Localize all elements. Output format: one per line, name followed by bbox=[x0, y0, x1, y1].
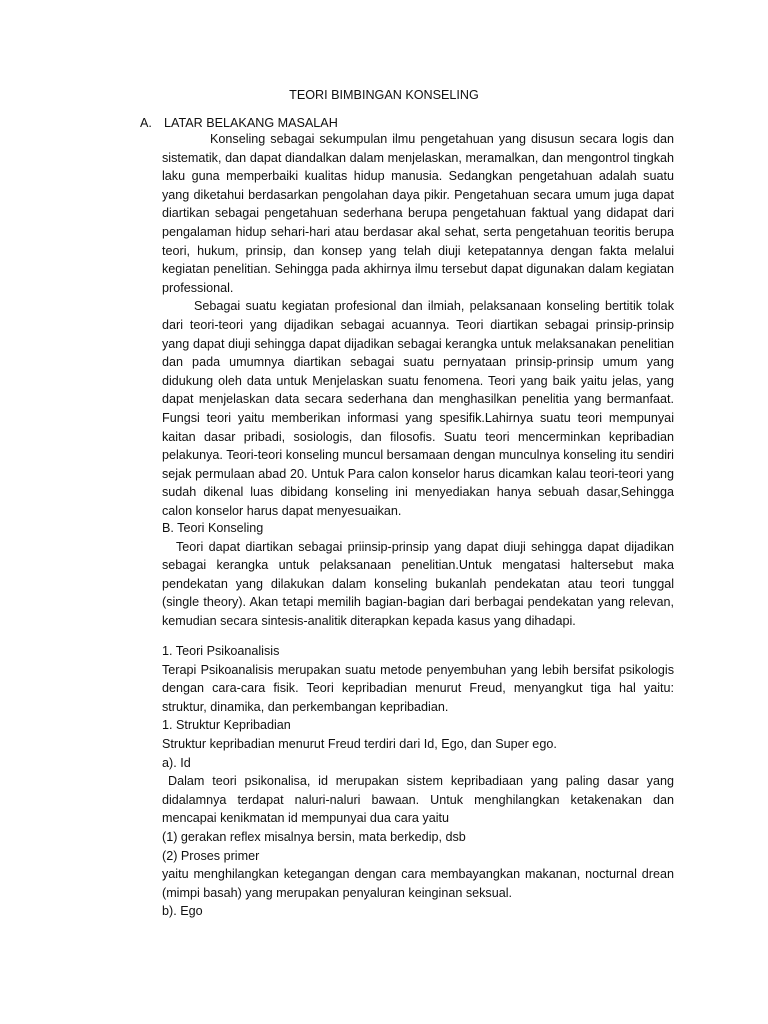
paragraph-psikoanalisis: Terapi Psikoanalisis merupakan suatu metode penyembuhan yang lebih bersifat psikologis dengan cara-cara fisik. Teori kepribadian menurut Freud, menyangkut tiga hal yaitu: struktur, dinamika, dan perkembangan kepribadian. bbox=[162, 662, 674, 714]
section-b-heading: B. Teori Konseling bbox=[162, 521, 264, 535]
list-item-proses-primer: (2) Proses primer bbox=[162, 848, 260, 863]
document-title: TEORI BIMBINGAN KONSELING bbox=[289, 88, 479, 102]
paragraph-struktur: Struktur kepribadian menurut Freud terdiri dari Id, Ego, dan Super ego. bbox=[162, 736, 557, 751]
paragraph-proses-primer: yaitu menghilangkan ketegangan dengan cara membayangkan makanan, nocturnal drean (mimpi basah) yang merupakan penyaluran keinginan seksual. bbox=[162, 867, 674, 900]
section-a-body bbox=[162, 130, 674, 520]
list-item-reflex: (1) gerakan reflex misalnya bersin, mata berkedip, dsb bbox=[162, 829, 466, 844]
section-a-title: LATAR BELAKANG MASALAH bbox=[164, 116, 338, 130]
section-a-letter: A. bbox=[140, 116, 152, 130]
item-id-label: a). Id bbox=[162, 755, 191, 770]
paragraph-teori-konseling: Teori dapat diartikan sebagai priinsip-prinsip yang dapat diuji sehingga dapat dijadikan sebagai kerangka untuk pelaksanaan penelitian.Untuk mengatasi haltersebut maka pendekatan yang dilakukan dalam konseling bukanlah pendekatan atau teori tunggal (single theory). Akan tetapi memilih bagian-bagian dari berbagai pendekatan yang relevan, kemudian secara sintesis-analitik diterapkan kepada kasus yang dihadapi. bbox=[162, 539, 674, 628]
item-ego-label: b). Ego bbox=[162, 904, 203, 919]
paragraph-id: Dalam teori psikonalisa, id merupakan sistem kepribadiaan yang paling dasar yang didalamnya terdapat naluri-naluri bawaan. Untuk menghilangkan ketakenakan dan mencapai kenikmatan id mempunyai dua cara yaitu bbox=[162, 774, 674, 826]
section-1-heading: 1. Teori Psikoanalisis bbox=[162, 644, 280, 658]
subheading-struktur: 1. Struktur Kepribadian bbox=[162, 718, 291, 733]
section-b bbox=[162, 519, 674, 631]
section-psikoanalisis bbox=[162, 642, 674, 921]
paragraph-latar-1: Konseling sebagai sekumpulan ilmu pengetahuan yang disusun secara logis dan sistematik, dan dapat diandalkan dalam menjelaskan, meramalkan, dan mengontrol tingkah laku guna memperbaiki kualitas hidup manusia. Sedangkan pengetahuan adalah suatu yang diketahui berdasarkan pengolahan daya pikir. Pengetahuan secara umum juga dapat diartikan sebagai pengetahuan sederhana berupa pengetahuan faktual yang didapat dari pengalaman hidup sehari-hari atau berdasar akal sehat, serta pengetahuan teoritis berupa teori, hukum, prinsip, dan konsep yang telah diuji ketepatannya dengan fakta melalui kegiatan penelitian. Sehingga pada akhirnya ilmu tersebut dapat digunakan dalam kegiatan professional. bbox=[162, 132, 674, 295]
paragraph-latar-2: Sebagai suatu kegiatan profesional dan ilmiah, pelaksanaan konseling bertitik tolak dari teori-teori yang dijadikan sebagai acuannya. Teori diartikan sebagai prinsip-prinsip yang dapat diuji sehingga dapat dijadikan sebagai kerangka untuk melaksanakan penelitian dan pada umumnya diartikan sebagai suatu pernyataan prinsip-prinsip umum yang didukung oleh data untuk Menjelaskan suatu fenomena. Teori yang baik yaitu jelas, yang dapat menjelaskan data secara sederhana dan menghasilkan penelitia yang bermanfaat. Fungsi teori yaitu memberikan informasi yang spesifik.Lahirnya suatu teori mempunyai kaitan dasar pribadi, sosiologis, dan filosofis. Suatu teori mencerminkan kepribadian pelakunya. Teori-teori konseling muncul bersamaan dengan munculnya konseling itu sendiri sejak permulaan abad 20. Untuk Para calon konselor harus dicamkan kalau teori-teori yang sudah dikenal luas dibidang konseling ini menyediakan hanya sebuah dasar,Sehingga calon konselor harus dapat menyesuaikan. bbox=[162, 299, 674, 518]
